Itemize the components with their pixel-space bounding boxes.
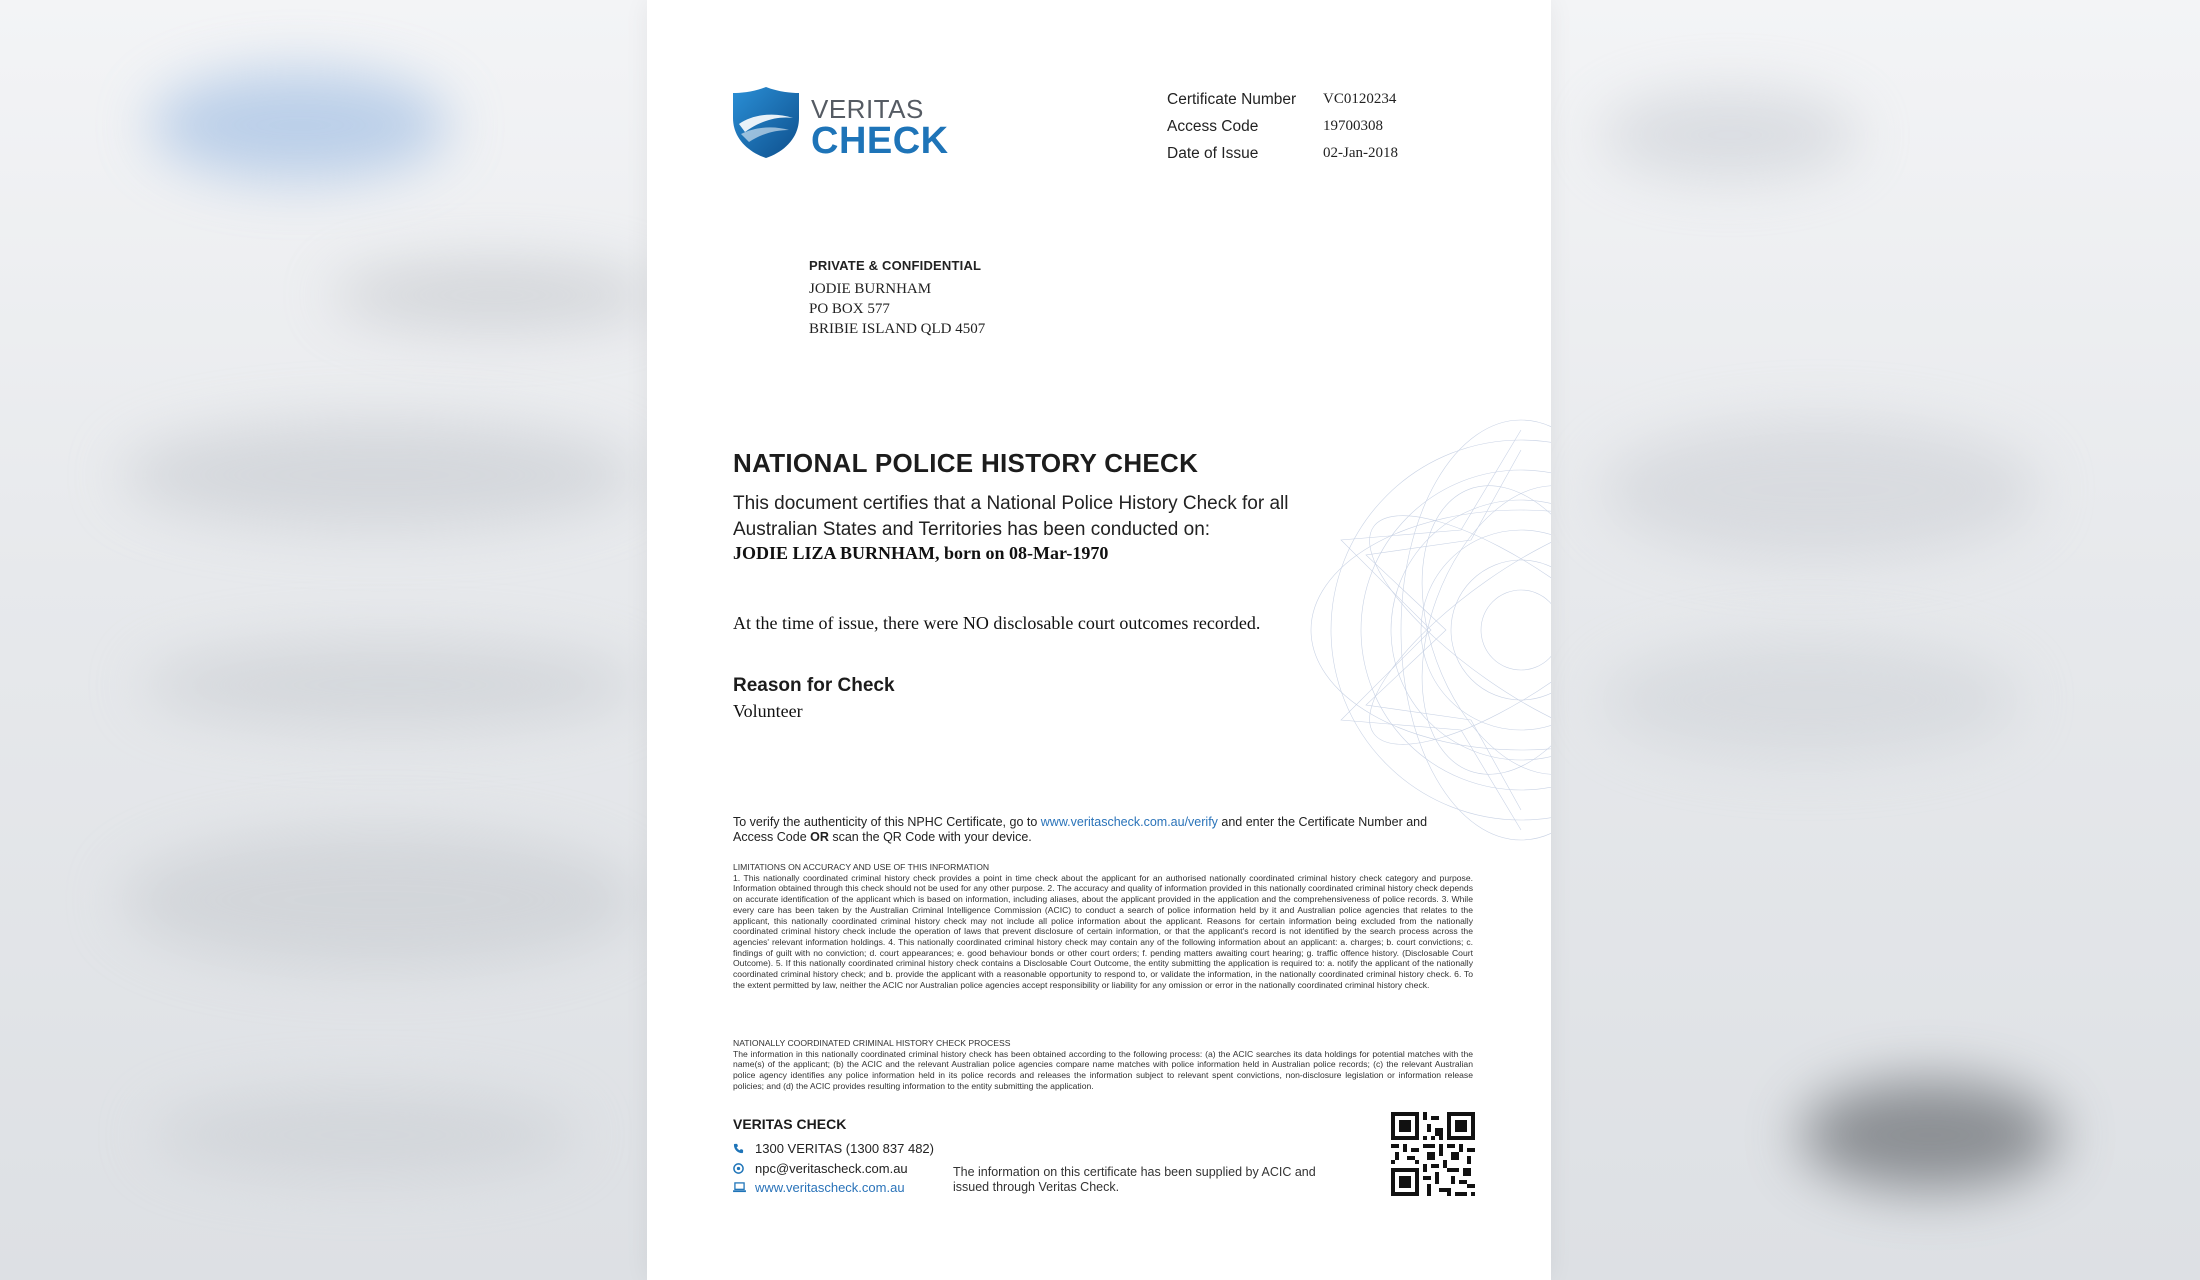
limitations-body: 1. This nationally coordinated criminal history check provides a point in time check about the applicant for an authorised nationally coordinated criminal history check category and purpose. Information obtained through this check should not be used for any other purpose. 2. The accuracy and quality of information provided in this nationally coordinated criminal history check depends on accurate identification of the applicant which is based on information, including aliases, about the applicant provided in the application and the comprehensiveness of police records. 3. While every care has been taken by the Australian Criminal Intelligence Commission (ACIC) to conduct a search of police information held by it and Australian police agencies that relates to the applicant, this nationally coordinated criminal history check may not include all police information about the applicant. Reasons for certain information being excluded from the nationally coordinated criminal history check include the operation of laws that prevent disclosure of certain information, or that the applicant's record is not identified by the search process across the agencies' relevant information holdings. 4. This nationally coordinated criminal history check may contain any of the following information about an applicant: a. charges; b. court convictions; c. findings of guilt with no conviction; d. court appearances; e. good behaviour bonds or other court orders; f. pending matters awaiting court hearing; g. traffic offence history. (Disclosable Court Outcome). 5. If this nationally coordinated criminal history check contains a Disclosable Court Outcome, the entity submitting the application is required to: a. notify the applicant of the nationally coordinated criminal history check; and b. provide the applicant with a reasonable opportunity to respond to, or validate the information, in the nationally coordinated criminal history check. 6. To the extent permitted by law, neither the ACIC nor Australian police agencies accept responsibility or liability for any omission or error in the nationally coordinated criminal history check. — [733, 872, 1473, 990]
qr-code[interactable] — [1391, 1112, 1475, 1196]
footer-title: VERITAS CHECK — [733, 1116, 847, 1132]
reason-value: Volunteer — [733, 701, 803, 721]
contact-phone — [733, 1139, 934, 1159]
access-code-value: 19700308 — [1323, 118, 1383, 134]
certificate-number-value: VC0120234 — [1323, 91, 1397, 107]
address-line: JODIE BURNHAM — [809, 281, 932, 297]
limitations-title: LIMITATIONS ON ACCURACY AND USE OF THIS INFORMATION — [733, 862, 990, 872]
meta-label: Date of Issue — [1167, 144, 1259, 162]
laptop-icon — [733, 1182, 755, 1193]
process-title: NATIONALLY COORDINATED CRIMINAL HISTORY CHECK PROCESS — [733, 1038, 1011, 1048]
verify-suffix: scan the QR Code with your device. — [828, 830, 1032, 844]
subject-name: JODIE LIZA BURNHAM, born on 08-Mar-1970 — [733, 543, 1109, 563]
meta-row-certificate-number — [1167, 86, 1398, 113]
phone-text: 1300 VERITAS (1300 837 482) — [755, 1141, 934, 1157]
shield-icon — [731, 84, 801, 160]
certificate-page — [647, 0, 1551, 1280]
certificate-meta — [1167, 86, 1398, 167]
process-body: The information in this nationally coordinated criminal history check has been obtained according to the following process: (a) the ACIC searches its data holdings for potential matches with the name(s) of the applicant; (b) the ACIC and the relevant Australian police agencies compare name matches with police information held in Australian police records; (c) the relevant Australian police agency identifies any police information held in its police records and releases the information subject to relevant spent convictions, non-disclosure legislation or information release policies; and (d) the ACIC provides resulting information to the entity submitting the application. — [733, 1048, 1473, 1091]
phone-icon — [733, 1143, 755, 1154]
meta-label: Access Code — [1167, 117, 1259, 135]
meta-row-date-of-issue — [1167, 140, 1398, 167]
contact-details — [733, 1139, 934, 1198]
website-link[interactable]: www.veritascheck.com.au — [755, 1180, 905, 1196]
guilloche-watermark — [1291, 370, 1551, 890]
address-line: BRIBIE ISLAND QLD 4507 — [809, 321, 986, 337]
verify-or: OR — [810, 830, 829, 844]
logo-wordmark-top: VERITAS — [811, 94, 924, 124]
contact-website — [733, 1178, 934, 1198]
supplied-note: The information on this certificate has been supplied by ACIC and issued through Veritas Check. — [953, 1165, 1316, 1194]
verify-middle: and enter the Certificate Number and Access Code — [733, 815, 1428, 844]
recipient-address — [809, 258, 985, 339]
veritas-check-logo — [731, 84, 949, 160]
date-of-issue-value: 02-Jan-2018 — [1323, 145, 1398, 161]
verify-instructions — [733, 815, 1453, 845]
confidential-label: PRIVATE & CONFIDENTIAL — [809, 258, 982, 273]
meta-row-access-code — [1167, 113, 1398, 140]
at-icon — [733, 1163, 755, 1174]
verify-prefix: To verify the authenticity of this NPHC Certificate, go to — [733, 815, 1041, 829]
address-line: PO BOX 577 — [809, 301, 890, 317]
certification-intro: This document certifies that a National Police History Check for all Australian States and Territories has been conducted on: — [733, 493, 1289, 540]
document-title: NATIONAL POLICE HISTORY CHECK — [733, 448, 1199, 478]
outcome-statement: At the time of issue, there were NO disclosable court outcomes recorded. — [733, 613, 1261, 633]
reason-heading: Reason for Check — [733, 675, 895, 696]
meta-label: Certificate Number — [1167, 90, 1297, 108]
contact-email — [733, 1159, 934, 1179]
limitations-section — [733, 862, 1473, 990]
email-text[interactable]: npc@veritascheck.com.au — [755, 1160, 908, 1176]
logo-wordmark-bottom: CHECK — [811, 120, 949, 162]
verify-link[interactable]: www.veritascheck.com.au/verify — [1040, 815, 1218, 829]
process-section — [733, 1038, 1473, 1092]
